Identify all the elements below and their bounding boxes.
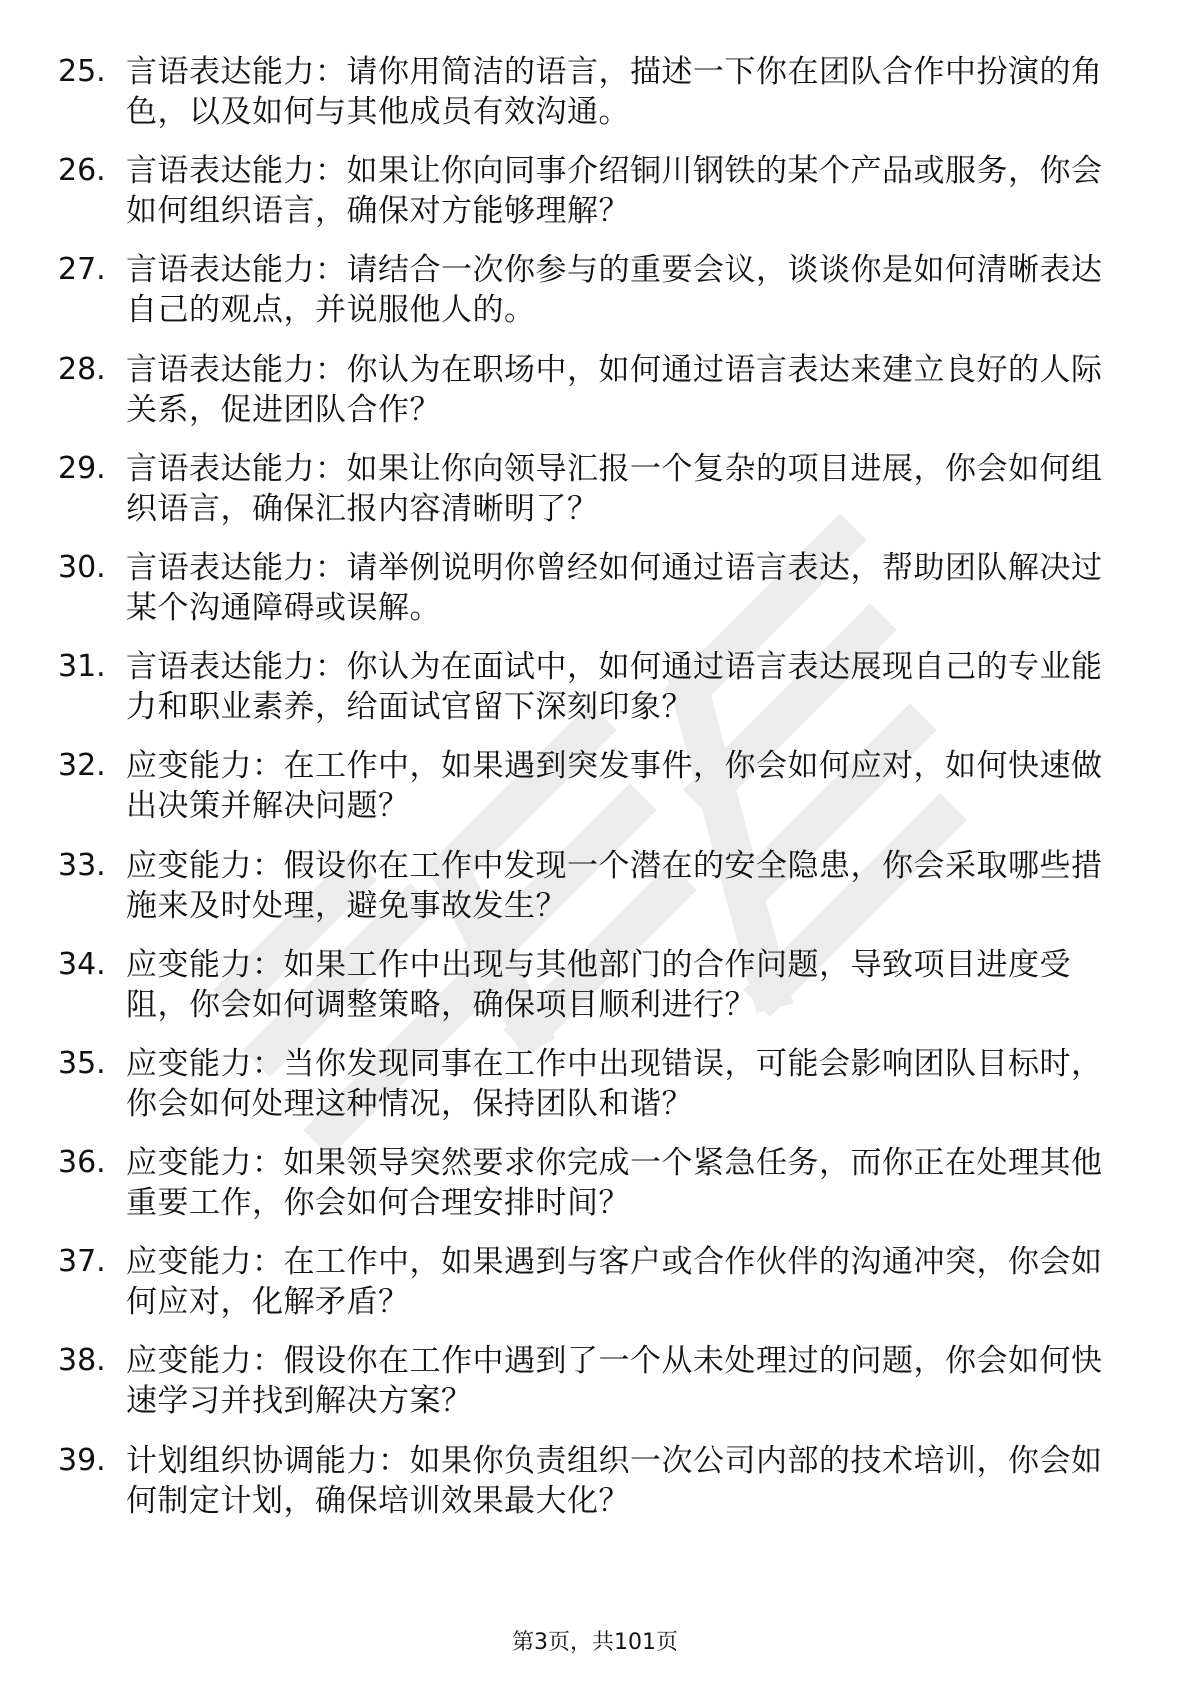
question-number: 34. (58, 946, 106, 982)
question-item (58, 846, 1118, 945)
question-item (58, 1341, 1118, 1440)
question-item (58, 746, 1118, 845)
question-item (58, 350, 1118, 449)
question-text: 应变能力：当你发现同事在工作中出现错误，可能会影响团队目标时，你会如何处理这种情况，保持团队和谐？ (126, 1045, 1103, 1122)
question-number: 33. (58, 847, 106, 883)
question-number: 38. (58, 1343, 106, 1379)
question-text: 应变能力：如果领导突然要求你完成一个紧急任务，而你正在处理其他重要工作，你会如何合理安排时间？ (126, 1145, 1103, 1222)
question-text: 应变能力：如果工作中出现与其他部门的合作问题，导致项目进度受阻，你会如何调整策略，确保项目顺利进行？ (126, 946, 1071, 1023)
question-number: 29. (58, 450, 106, 486)
question-item (58, 449, 1118, 548)
question-text: 应变能力：假设你在工作中发现一个潜在的安全隐患，你会采取哪些措施来及时处理，避免事故发生？ (126, 847, 1103, 924)
question-number: 39. (58, 1442, 106, 1478)
question-item (58, 151, 1118, 250)
question-number: 30. (58, 549, 106, 585)
question-text: 言语表达能力：如果让你向领导汇报一个复杂的项目进展，你会如何组织语言，确保汇报内容清晰明了？ (126, 450, 1103, 527)
question-text: 言语表达能力：你认为在职场中，如何通过语言表达来建立良好的人际关系，促进团队合作？ (126, 351, 1103, 428)
question-text: 应变能力：假设你在工作中遇到了一个从未处理过的问题，你会如何快速学习并找到解决方案？ (126, 1343, 1103, 1420)
page-number-footer: 第3页，共101页 (512, 1630, 678, 1655)
question-item (58, 1143, 1118, 1242)
question-text: 应变能力：在工作中，如果遇到与客户或合作伙伴的沟通冲突，你会如何应对，化解矛盾？ (126, 1244, 1103, 1321)
question-text: 言语表达能力：你认为在面试中，如何通过语言表达展现自己的专业能力和职业素养，给面试官留下深刻印象？ (126, 649, 1103, 726)
question-item (58, 647, 1118, 746)
question-text: 计划组织协调能力：如果你负责组织一次公司内部的技术培训，你会如何制定计划，确保培训效果最大化？ (126, 1442, 1103, 1519)
question-number: 35. (58, 1045, 106, 1081)
question-item (58, 250, 1118, 349)
question-number: 32. (58, 748, 106, 784)
question-number: 25. (58, 54, 106, 89)
question-item (58, 52, 1118, 151)
question-number: 36. (58, 1145, 106, 1181)
question-item (58, 1441, 1118, 1540)
question-text: 言语表达能力：请举例说明你曾经如何通过语言表达，帮助团队解决过某个沟通障碍或误解。 (126, 549, 1103, 626)
question-item (58, 1044, 1118, 1143)
question-item (58, 548, 1118, 647)
question-item (58, 945, 1118, 1044)
question-number: 26. (58, 153, 106, 189)
question-number: 31. (58, 649, 106, 685)
question-number: 37. (58, 1244, 106, 1280)
question-text: 应变能力：在工作中，如果遇到突发事件，你会如何应对，如何快速做出决策并解决问题？ (126, 748, 1103, 825)
question-number: 28. (58, 351, 106, 387)
question-text: 言语表达能力：如果让你向同事介绍铜川钢铁的某个产品或服务，你会如何组织语言，确保对方能够理解？ (126, 153, 1103, 230)
question-text: 言语表达能力：请结合一次你参与的重要会议，谈谈你是如何清晰表达自己的观点，并说服他人的。 (126, 252, 1103, 329)
question-text: 言语表达能力：请你用简洁的语言，描述一下你在团队合作中扮演的角色，以及如何与其他成员有效沟通。 (126, 54, 1103, 130)
question-item (58, 1242, 1118, 1341)
question-number: 27. (58, 252, 106, 288)
question-list (58, 52, 1118, 1540)
